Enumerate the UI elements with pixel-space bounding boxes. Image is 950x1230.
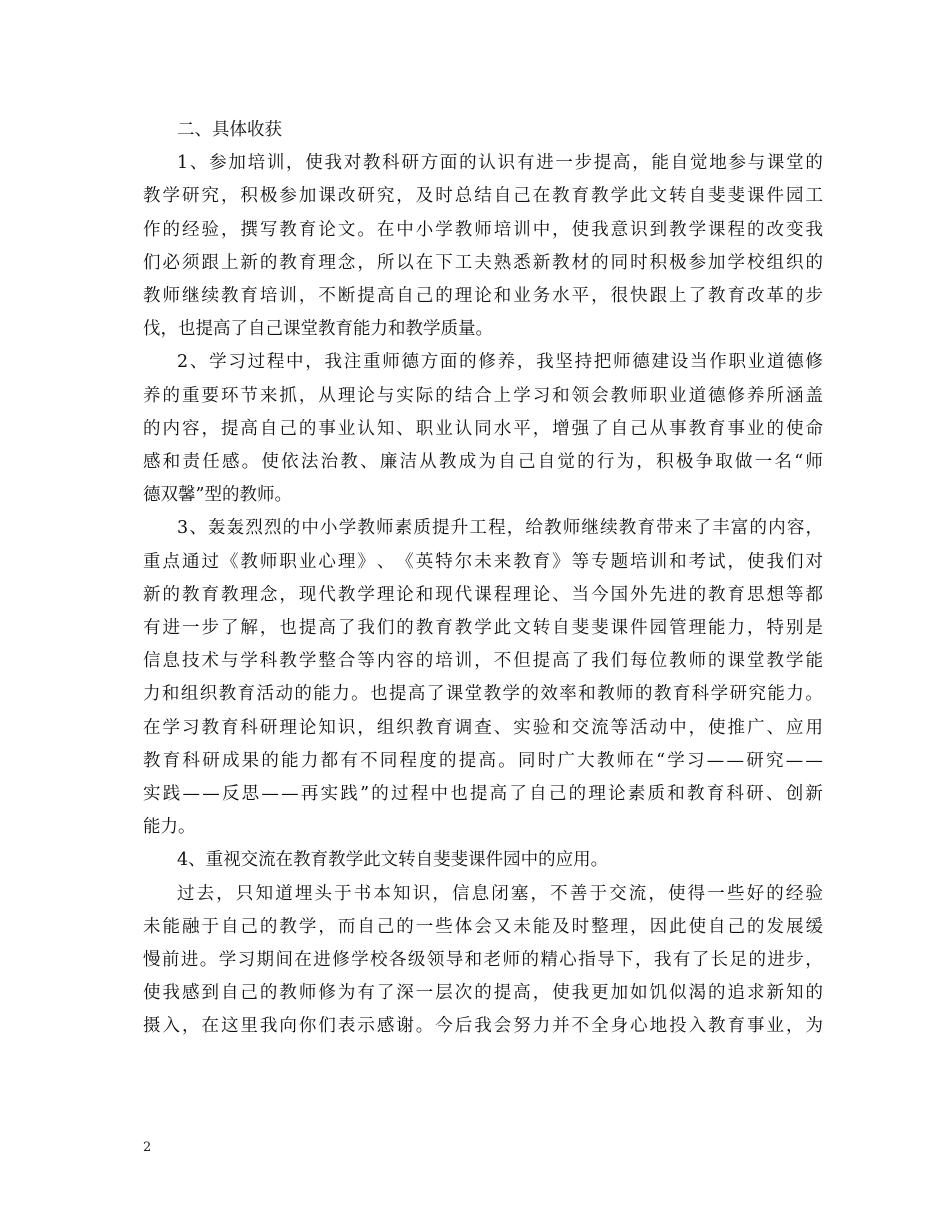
text-line: 2 、 学 习 过 程 中 ， 我 注 重 师 德 方 面 的 修 养 ， 我 坚 持 把 师 德 建 设 当 作 职 业 道 德 修 (177, 352, 823, 373)
text-line: 养 的 重 要 环 节 来 抓 ， 从 理 论 与 实 际 的 结 合 上 学 习 和 领 会 教 师 职 业 道 德 修 养 所 涵 盖 (143, 385, 823, 406)
text-line: 德双馨”型的教师。 (143, 485, 292, 506)
text-line: 摄 入 ， 在 这 里 我 向 你 们 表 示 感 谢 。 今 后 我 会 努 力 并 不 全 身 心 地 投 入 教 育 事 业 ， 为 (143, 1016, 823, 1037)
page-number: 2 (143, 1140, 152, 1155)
text-line: 有 进 一 步 了 解 ， 也 提 高 了 我 们 的 教 育 教 学 此 文 转 自 斐 斐 课 件 园 管 理 能 力 ， 特 别 是 (143, 618, 823, 638)
text-line: 感 和 责 任 感 。 使 依 法 治 教 、 廉 洁 从 教 成 为 自 己 自 觉 的 行 为 ， 积 极 争 取 做 一 名 “ 师 (143, 452, 823, 472)
text-line: 4、重视交流在教育教学此文转自斐斐课件园中的应用。 (177, 850, 609, 871)
text-line: 二、具体收获 (177, 120, 282, 140)
text-line: 在 学 习 教 育 科 研 理 论 知 识 ， 组 织 教 育 调 查 、 实 验 和 交 流 等 活 动 中 ， 使 推 广 、 应 用 (143, 717, 823, 738)
text-line: 们 必 须 跟 上 新 的 教 育 理 念 ， 所 以 在 下 工 夫 熟 悉 新 教 材 的 同 时 积 极 参 加 学 校 组 织 的 (143, 252, 823, 273)
text-line: 的 内 容 ， 提 高 自 己 的 事 业 认 知 、 职 业 认 同 水 平 ， 增 强 了 自 己 从 事 教 育 事 业 的 使 命 (143, 418, 823, 439)
text-line: 力 和 组 织 教 育 活 动 的 能 力 。 也 提 高 了 课 堂 教 学 的 效 率 和 教 师 的 教 育 科 学 研 究 能 力 。 (143, 684, 823, 705)
text-line: 作 的 经 验 ， 撰 写 教 育 论 文 。 在 中 小 学 教 师 培 训 中 ， 使 我 意 识 到 教 学 课 程 的 改 变 我 (143, 219, 823, 240)
text-line: 3 、 轰 轰 烈 烈 的 中 小 学 教 师 素 质 提 升 工 程 ， 给 教 师 继 续 教 育 带 来 了 丰 富 的 内 容 ， (177, 518, 823, 539)
text-line: 慢 前 进 。 学 习 期 间 在 进 修 学 校 各 级 领 导 和 老 师 的 精 心 指 导 下 ， 我 有 了 长 足 的 进 步 ， (143, 950, 823, 970)
text-line: 过 去 ， 只 知 道 埋 头 于 书 本 知 识 ， 信 息 闭 塞 ， 不 善 于 交 流 ， 使 得 一 些 好 的 经 验 (177, 883, 823, 904)
text-line: 伐，也提高了自己课堂教育能力和教学质量。 (143, 319, 493, 340)
text-line: 能力。 (143, 817, 196, 838)
text-line: 信 息 技 术 与 学 科 教 学 整 合 等 内 容 的 培 训 ， 不 但 提 高 了 我 们 每 位 教 师 的 课 堂 教 学 能 (143, 651, 823, 672)
text-line: 未 能 融 于 自 己 的 教 学 ， 而 自 己 的 一 些 体 会 又 未 能 及 时 整 理 ， 因 此 使 自 己 的 发 展 缓 (143, 916, 823, 937)
text-line: 1 、 参 加 培 训 ， 使 我 对 教 科 研 方 面 的 认 识 有 进 一 步 提 高 ， 能 自 觉 地 参 与 课 堂 的 (177, 153, 823, 174)
text-line: 新 的 教 育 教 理 念 ， 现 代 教 学 理 论 和 现 代 课 程 理 论 、 当 今 国 外 先 进 的 教 育 思 想 等 都 (143, 584, 823, 605)
text-line: 教 师 继 续 教 育 培 训 ， 不 断 提 高 自 己 的 理 论 和 业 务 水 平 ， 很 快 跟 上 了 教 育 改 革 的 步 (143, 286, 823, 306)
text-line: 实 践 — — 反 思 — — 再 实 践 ” 的 过 程 中 也 提 高 了 自 己 的 理 论 素 质 和 教 育 科 研 、 创 新 (143, 784, 823, 804)
text-line: 重 点 通 过 《 教 师 职 业 心 理 》 、 《 英 特 尔 未 来 教 育 》 等 专 题 培 训 和 考 试 ， 使 我 们 对 (143, 551, 823, 572)
text-line: 教 学 研 究 ， 积 极 参 加 课 改 研 究 ， 及 时 总 结 自 己 在 教 育 教 学 此 文 转 自 斐 斐 课 件 园 工 (143, 186, 823, 207)
text-line: 教 育 科 研 成 果 的 能 力 都 有 不 同 程 度 的 提 高 。 同 时 广 大 教 师 在 “ 学 习 — — 研 究 — — (143, 750, 823, 771)
text-line: 使 我 感 到 自 己 的 教 师 修 为 有 了 深 一 层 次 的 提 高 ， 使 我 更 加 如 饥 似 渴 的 追 求 新 知 的 (143, 983, 823, 1004)
